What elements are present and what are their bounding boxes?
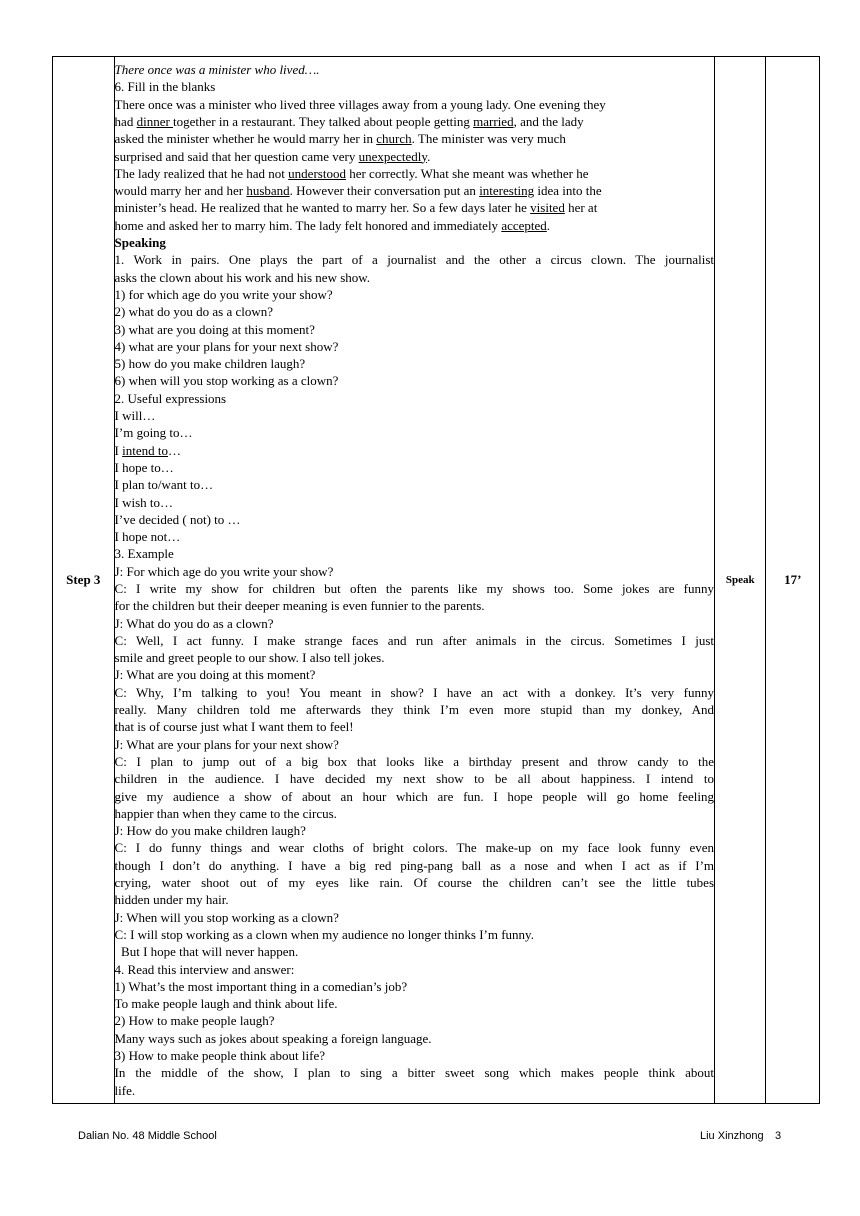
dialogue-line: But I hope that will never happen. — [114, 944, 299, 960]
underlined-answer: interesting — [479, 183, 535, 199]
text-line — [115, 476, 714, 493]
text-run: her correctly. What she meant was whether he — [345, 165, 589, 181]
underlined-answer: intend to — [122, 442, 168, 458]
table-row — [53, 57, 820, 1104]
text-run: The lady realized that he had not — [114, 165, 289, 181]
example-dialogue — [115, 563, 714, 961]
underlined-answer: visited — [530, 200, 565, 216]
text-line — [115, 113, 714, 130]
underlined-answer: husband — [246, 183, 290, 199]
qa-list — [115, 978, 714, 1099]
text-line — [115, 96, 714, 113]
expression-list — [115, 407, 714, 545]
qa-line: In the middle of the show, I plan to sing a bitter sweet song which makes people think about — [114, 1065, 715, 1081]
qa-line: To make people laugh and think about life. — [114, 996, 338, 1012]
text-line — [115, 130, 714, 147]
question-list — [115, 286, 714, 390]
footer-author: Liu Xinzhong — [700, 1130, 764, 1142]
text-line — [115, 459, 714, 476]
text-line — [115, 217, 714, 234]
text-run: surprised and said that her question came very — [114, 148, 359, 164]
speaking-heading: Speaking — [114, 235, 166, 251]
text-run: There once was a minister who lived three villages away from a young lady. One evening they — [114, 96, 606, 112]
text-run: . However their conversation put an — [289, 183, 480, 199]
content-cell — [114, 57, 714, 1104]
page-number: 3 — [775, 1130, 782, 1142]
dialogue-line: J: How do you make children laugh? — [114, 823, 306, 839]
dialogue-line: crying, water shoot out of my eyes like rain. Of course the children can’t see the little tubes — [114, 875, 715, 891]
text-line — [115, 407, 714, 424]
text-run: I’m going to… — [114, 425, 193, 441]
dialogue-line: for the children but their deeper meaning is even funnier to the parents. — [114, 598, 485, 614]
text-line — [115, 148, 714, 165]
lesson-plan-table — [52, 56, 820, 1104]
question-item: 5) how do you make children laugh? — [114, 356, 306, 372]
text-run: , and the lady — [513, 113, 584, 129]
question-item: 1) for which age do you write your show? — [114, 286, 333, 302]
dialogue-line: C: I plan to jump out of a big box that looks like a birthday present and throw candy to the — [114, 753, 715, 769]
text-run: I’ve decided ( not) to … — [114, 511, 241, 527]
text-line — [115, 424, 714, 441]
text-line — [115, 494, 714, 511]
underlined-answer: married — [473, 113, 514, 129]
qa-line: 3) How to make people think about life? — [114, 1048, 326, 1064]
question-item: 2) what do you do as a clown? — [114, 304, 274, 320]
text-run: I plan to/want to… — [114, 477, 214, 493]
text-run: I will… — [114, 408, 156, 424]
dialogue-line: J: What do you do as a clown? — [114, 615, 274, 631]
qa-line: 2) How to make people laugh? — [114, 1013, 275, 1029]
text-run: I — [114, 442, 123, 458]
underlined-answer: unexpectedly — [358, 148, 428, 164]
dialogue-line: C: I will stop working as a clown when my audience no longer thinks I’m funny. — [114, 926, 534, 942]
footer-school: Dalian No. 48 Middle School — [78, 1130, 217, 1142]
dialogue-line: J: For which age do you write your show? — [114, 563, 334, 579]
dialogue-line: hidden under my hair. — [114, 892, 229, 908]
text-run: . — [546, 217, 551, 233]
qa-line: 1) What’s the most important thing in a comedian’s job? — [114, 978, 408, 994]
question-item: 4) what are your plans for your next show? — [114, 338, 339, 354]
dialogue-line: J: What are you doing at this moment? — [114, 667, 316, 683]
intro-line: There once was a minister who lived…. — [114, 62, 320, 78]
example-heading: 3. Example — [114, 546, 174, 562]
expressions-heading: 2. Useful expressions — [114, 390, 227, 406]
story-paragraph-2 — [115, 165, 714, 234]
text-run: I hope to… — [114, 459, 174, 475]
dialogue-line: C: I do funny things and wear cloths of bright colors. The make-up on my face look funny even — [114, 840, 715, 856]
dialogue-line: J: When will you stop working as a clown? — [114, 909, 339, 925]
dialogue-line: smile and greet people to our show. I also tell jokes. — [114, 650, 385, 666]
text-run: … — [168, 442, 181, 458]
text-line — [115, 165, 714, 182]
text-run: I wish to… — [114, 494, 174, 510]
question-item: 3) what are you doing at this moment? — [114, 321, 315, 337]
dialogue-line: C: I write my show for children but often the parents like my shows too. Some jokes are funny — [114, 581, 715, 596]
text-line — [115, 511, 714, 528]
dialogue-line: though I don’t do anything. I have a big red ping-pang ball as a nose and when I act as if I’m — [114, 857, 715, 873]
time-cell: 17’ — [766, 57, 820, 1104]
qa-line: Many ways such as jokes about speaking a foreign language. — [114, 1030, 432, 1046]
dialogue-line: really. Many children told me afterwards they think I’m even more stupid than my donkey, And — [114, 702, 715, 718]
text-line — [115, 528, 714, 545]
dialogue-line: that is of course just what I want them to feel! — [114, 719, 354, 735]
task-line: 1. Work in pairs. One plays the part of a journalist and the other a circus clown. The journalist — [114, 252, 715, 268]
question-item: 6) when will you stop working as a clown? — [114, 373, 339, 389]
dialogue-line: C: Why, I’m talking to you! You meant in show? I have an act with a donkey. It’s very funny — [114, 684, 715, 700]
underlined-answer: accepted — [501, 217, 547, 233]
text-run: . The minister was very much — [411, 131, 566, 147]
text-run: minister’s head. He realized that he wanted to marry her. So a few days later he — [114, 200, 531, 216]
dialogue-line: happier than when they came to the circus. — [114, 805, 337, 821]
underlined-answer: church — [376, 131, 412, 147]
fill-blanks-heading: 6. Fill in the blanks — [114, 79, 216, 95]
underlined-answer: understood — [288, 165, 346, 181]
text-run: had — [114, 113, 137, 129]
story-paragraph-1 — [115, 96, 714, 165]
text-line — [115, 442, 714, 459]
text-run: together in a restaurant. They talked about people getting — [173, 113, 474, 129]
task-line: asks the clown about his work and his new show. — [114, 269, 371, 285]
text-run: idea into the — [534, 183, 602, 199]
dialogue-line: J: What are your plans for your next show? — [114, 736, 339, 752]
read-heading: 4. Read this interview and answer: — [114, 961, 295, 977]
text-run: . — [427, 148, 431, 164]
text-run: I hope not… — [114, 529, 181, 545]
qa-line: life. — [114, 1082, 136, 1098]
text-line — [115, 199, 714, 216]
text-run: would marry her and her — [114, 183, 247, 199]
step-cell: Step 3 — [53, 57, 115, 1104]
underlined-answer: dinner — [136, 113, 174, 129]
method-cell: Speak — [715, 57, 766, 1104]
text-line — [115, 182, 714, 199]
lesson-content — [115, 61, 714, 1099]
text-run: her at — [564, 200, 598, 216]
text-run: home and asked her to marry him. The lady felt honored and immediately — [114, 217, 502, 233]
dialogue-line: C: Well, I act funny. I make strange faces and run after animals in the circus. Sometimes I just — [114, 632, 715, 648]
dialogue-line: give my audience a show of about an hour which are fun. I hope people will go home feeling — [114, 788, 715, 804]
text-run: asked the minister whether he would marry her in — [114, 131, 377, 147]
dialogue-line: children in the audience. I have decided my next show to be all about happiness. I intend to — [114, 771, 715, 787]
